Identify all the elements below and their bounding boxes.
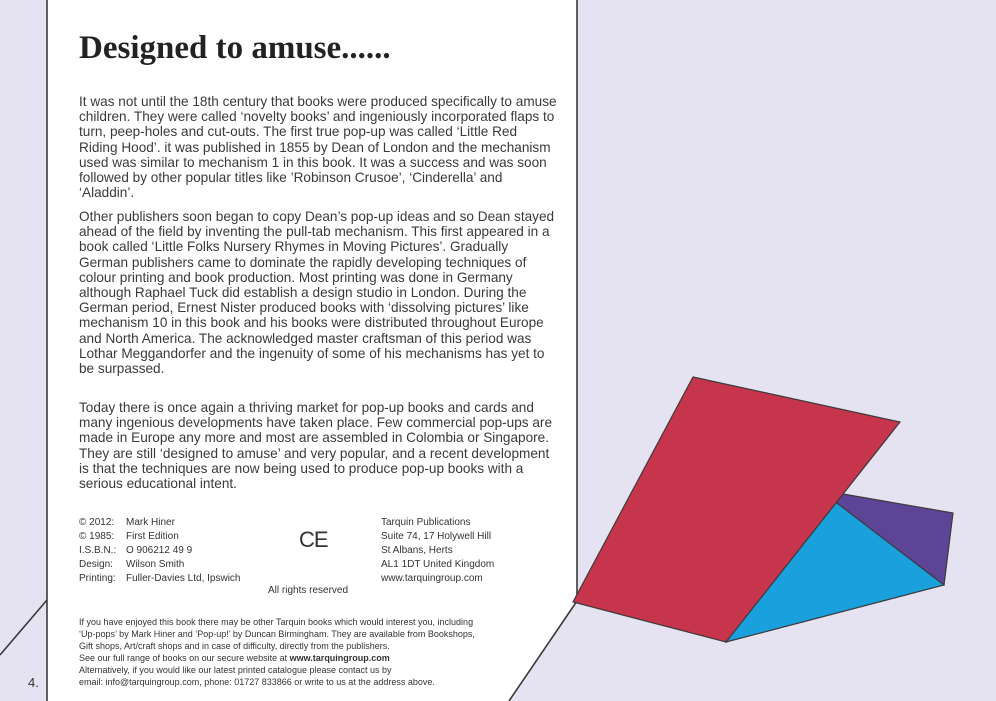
credit-row [79,516,240,530]
footer-line: email: info@tarquingroup.com, phone: 01727 833866 or write to us at the address above. [79,677,435,687]
credit-row [79,558,240,572]
publisher-website-link[interactable]: www.tarquingroup.com [381,573,483,584]
footer-website-text: See our full range of books on our secure website at [79,653,290,663]
credit-row [79,530,240,544]
footer-line: Gift shops, Art/craft shops and in case of difficulty, directly from the publishers. [79,641,390,651]
page-number: 4. [28,675,39,690]
credit-value: First Edition [126,531,179,542]
ce-mark-icon: CE [299,527,328,552]
credit-label: © 1985: [79,531,115,542]
publisher-line: Suite 74, 17 Holywell Hill [381,531,492,542]
paragraph-german-period: Other publishers soon began to copy Dean’s pop-up ideas and so Dean stayed ahead of the field by inventing the pull-tab mechanism. This first appeared in a book called ‘Little Folks Nursery Rhymes in Moving Pictures’. Gradually German publishers came to dominate the rapidly developing techniques of colour printing and book production. Most printing was done in Germany although Raphael Tuck did establish a design studio in London. During the German period, Ernest Nister produced books with ‘dissolving pictures’ like mechanism 10 in this book and his books were distributed throughout Europe and North America. The acknowledged master craftsman of this period was Lothar Meggandorfer and the ingenuity of some of his mechanisms has yet to be surpassed. [79,209,555,377]
footer-website-link[interactable]: www.tarquingroup.com [289,653,390,663]
credit-label: I.S.B.N.: [79,545,117,556]
paragraph-today: Today there is once again a thriving market for pop-up books and cards and many ingenious developments have taken place. Few commercial pop-ups are made in Europe any more and most are assembled in Colombia or Singapore. They are still ‘designed to amuse’ and very popular, and a recent development is that the techniques are now being used to produce pop-up books with a serious educational intent. [79,400,553,492]
rights-notice: All rights reserved [268,585,349,596]
credit-row [79,544,240,558]
footer-line: If you have enjoyed this book there may be other Tarquin books which would interest you, including [79,617,474,627]
credit-row [79,572,240,586]
credit-label: © 2012: [79,517,115,528]
footer-line: Alternatively, if you would like our latest printed catalogue please contact us by [79,665,392,675]
credit-value: Mark Hiner [126,517,175,528]
page-title: Designed to amuse...... [79,30,391,66]
credit-label: Printing: [79,573,116,584]
footer-note [79,616,529,688]
credit-value: Fuller-Davies Ltd, Ipswich [126,573,241,584]
publisher-line: Tarquin Publications [381,517,471,528]
credit-value: O 906212 49 9 [126,545,193,556]
credit-label: Design: [79,559,113,570]
footer-line [79,652,529,664]
publisher-line: St Albans, Herts [381,545,453,556]
footer-line: ‘Up-pops’ by Mark Hiner and ‘Pop-up!’ by Duncan Birmingham. They are available from Bookshops, [79,629,475,639]
publisher-line: AL1 1DT United Kingdom [381,559,495,570]
credits-table [79,516,240,586]
page-edge-left-fold [0,600,47,655]
publisher-address [381,516,494,586]
paragraph-history-18th-century: It was not until the 18th century that books were produced specifically to amuse children. They were called ‘novelty books’ and ingeniously incorporated flaps to turn, peep-holes and cut-outs. The first true pop-up was called ‘Little Red Riding Hood’. it was published in 1855 by Dean of London and the mechanism used was similar to mechanism 1 in this book. It was a success and was soon followed by other popular titles like ’Robinson Crusoe’, ‘Cinderella’ and ‘Aladdin’. [79,94,557,201]
credit-value: Wilson Smith [126,559,185,570]
